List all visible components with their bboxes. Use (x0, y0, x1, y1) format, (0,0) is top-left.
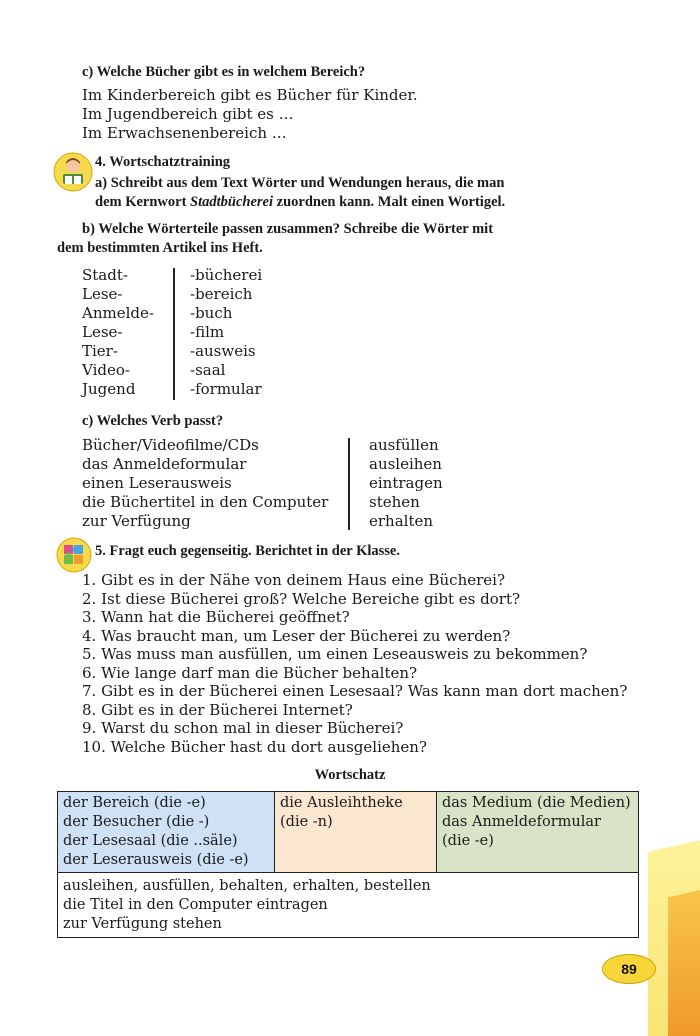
vocabulary-table (57, 791, 639, 938)
list-item: 10. Welche Bücher hast du dort ausgeliehen? (82, 737, 427, 756)
answer-lines (82, 86, 418, 143)
verb: erhalten (369, 512, 434, 530)
verb-column (369, 436, 443, 531)
word-part: -bereich (190, 285, 253, 303)
task4-b-line1: b) Welche Wörterteile passen zusammen? Schreibe die Wörter mit (82, 221, 494, 237)
noun-phrase: die Büchertitel in den Computer (82, 493, 329, 511)
noun-phrase: zur Verfügung (82, 512, 191, 530)
reading-student-icon (53, 152, 93, 192)
task4-c-question: c) Welches Verb passt? (82, 413, 224, 429)
word-parts-right (190, 266, 262, 399)
vocab-entry: das Anmeldeformular (442, 814, 601, 830)
verb: stehen (369, 493, 420, 511)
verb: eintragen (369, 474, 443, 492)
task4-a-line2 (95, 192, 505, 212)
noun-column (82, 436, 328, 531)
word-part: Anmelde- (82, 304, 154, 322)
vocab-entry: der Bereich (die -e) (63, 795, 206, 811)
noun-phrase: Bücher/Videofilme/CDs (82, 436, 259, 454)
word-part: -saal (190, 361, 226, 379)
list-item: 2. Ist diese Bücherei groß? Welche Bereiche gibt es dort? (82, 589, 521, 608)
list-item: 3. Wann hat die Bücherei geöffnet? (82, 608, 350, 626)
word-part: -ausweis (190, 342, 256, 360)
decorative-stripe-orange (668, 890, 700, 1036)
list-item: 5. Was muss man ausfüllen, um einen Leseausweis zu bekommen? (82, 645, 588, 663)
vocab-cell-peach (275, 792, 437, 873)
vocab-entry: (die -e) (442, 833, 494, 849)
vocab-cell-green (437, 792, 639, 873)
word-part: Jugend (82, 380, 136, 398)
word-part: Lese- (82, 323, 123, 341)
answer-line: Im Jugendbereich gibt es … (82, 105, 294, 123)
word-part: -film (190, 323, 225, 341)
vocab-entry: das Medium (die Medien) (442, 795, 631, 811)
vocab-cell-verbs (58, 873, 639, 938)
table-row (58, 873, 639, 938)
task4-a-line1: a) Schreibt aus dem Text Wörter und Wendungen heraus, die man (95, 175, 505, 191)
vocab-entry: die Ausleihtheke (280, 795, 403, 811)
task4-a-emphasis: Stadtbücherei (190, 194, 274, 210)
word-part: Stadt- (82, 266, 128, 284)
task4-b-line2: dem bestimmten Artikel ins Heft. (57, 240, 263, 256)
wortschatz-title: Wortschatz (314, 767, 386, 783)
answer-line: Im Erwachsenenbereich … (82, 124, 287, 142)
word-part: Tier- (82, 342, 118, 360)
list-item: 4. Was braucht man, um Leser der Bücherei zu werden? (82, 626, 511, 645)
answer-line: Im Kinderbereich gibt es Bücher für Kinder. (82, 86, 418, 104)
vocab-entry: die Titel in den Computer eintragen (63, 897, 328, 913)
verb: ausleihen (369, 455, 442, 473)
task4-title: 4. Wortschatztraining (95, 154, 231, 170)
task5-title: 5. Fragt euch gegenseitig. Berichtet in der Klasse. (95, 543, 400, 559)
list-item: 8. Gibt es in der Bücherei Internet? (82, 700, 353, 719)
list-item: 9. Warst du schon mal in dieser Bücherei? (82, 719, 404, 737)
page-number: 89 (602, 954, 656, 984)
table-row (58, 792, 639, 873)
word-part: Video- (82, 361, 130, 379)
word-parts-left (82, 266, 154, 399)
verb: ausfüllen (369, 436, 439, 454)
noun-phrase: das Anmeldeformular (82, 455, 247, 473)
vocab-entry: der Lesesaal (die ..säle) (63, 833, 238, 849)
list-item: 1. Gibt es in der Nähe von deinem Haus eine Bücherei? (82, 571, 505, 589)
word-part: -formular (190, 380, 262, 398)
vocab-entry: ausleihen, ausfüllen, behalten, erhalten, bestellen (63, 878, 431, 894)
word-part: -bücherei (190, 266, 263, 284)
column-divider (348, 438, 350, 530)
noun-phrase: einen Leserausweis (82, 474, 232, 492)
vocab-entry: der Besucher (die -) (63, 814, 210, 830)
task4-a-text: dem Kernwort (95, 194, 191, 210)
vocab-entry: zur Verfügung stehen (63, 916, 222, 932)
list-item: 6. Wie lange darf man die Bücher behalten? (82, 663, 418, 682)
puzzle-icon (56, 537, 92, 573)
task4-a-text-end: zuordnen kann. Malt einen Wortigel. (273, 194, 506, 210)
vocab-cell-blue (58, 792, 275, 873)
vocab-entry: (die -n) (280, 814, 333, 830)
question-c-top: c) Welche Bücher gibt es in welchem Bereich? (82, 64, 366, 80)
list-item: 7. Gibt es in der Bücherei einen Lesesaal? Was kann man dort machen? (82, 682, 628, 700)
word-part: Lese- (82, 285, 123, 303)
word-part: -buch (190, 304, 233, 322)
column-divider (173, 268, 175, 400)
question-list (82, 571, 627, 756)
vocab-entry: der Leserausweis (die -e) (63, 852, 249, 868)
